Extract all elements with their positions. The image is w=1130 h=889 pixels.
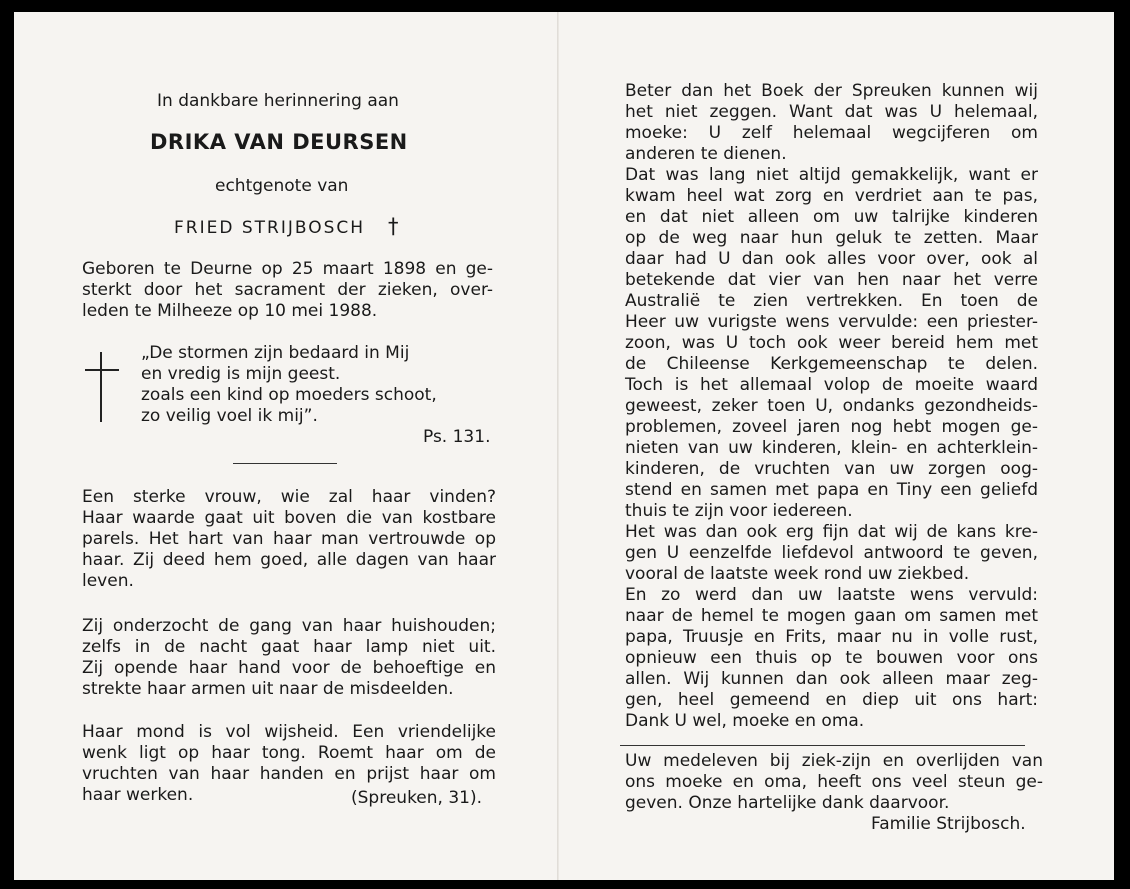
proverbs-line: haar werken. [82, 785, 194, 805]
proverbs-line: Haar waarde gaat uit boven die van kostbare [82, 508, 496, 528]
tribute-line: allen. Wij kunnen dan ook alleen maar zeg- [625, 669, 1038, 689]
tribute-line: stend en samen met papa en Tiny een geliefd [625, 480, 1038, 500]
tribute-line: het niet zeggen. Want dat was U helemaal, [625, 102, 1038, 122]
proverbs-line: Zij opende haar hand voor de behoeftige en [82, 658, 496, 678]
tribute-line: gen, heel gemeend en diep uit ons hart: [625, 690, 1038, 710]
proverbs-line: Haar mond is vol wijsheid. Een vriendelijke [82, 722, 496, 742]
tribute-line: geweest, zeker toen U, ondanks gezondheids- [625, 396, 1038, 416]
proverbs-line: vruchten van haar handen en prijst haar om [82, 764, 496, 784]
intro-text: In dankbare herinnering aan [157, 91, 399, 111]
proverbs-line: haar. Zij deed hem goed, alle dagen van haar [82, 550, 496, 570]
proverbs-line: wenk ligt op haar tong. Roemt haar om de [82, 743, 496, 763]
tribute-line: naar de hemel te mogen gaan om samen met [625, 606, 1038, 626]
family-signature: Familie Strijbosch. [871, 814, 1026, 834]
tribute-line: zoon, was U toch ook weer bereid hem met [625, 333, 1038, 353]
tribute-line: gen U eenzelfde liefdevol antwoord te geven, [625, 543, 1038, 563]
proverbs-line: leven. [82, 571, 134, 591]
tribute-line: daar had U dan ook alles voor over, ook al [625, 249, 1038, 269]
tribute-line: nieten van uw kinderen, klein- en achterklein- [625, 438, 1038, 458]
tribute-line: de Chileense Kerkgemeenschap te delen. [625, 354, 1038, 374]
proverbs-line: parels. Het hart van haar man vertrouwde op [82, 529, 496, 549]
deceased-name: DRIKA VAN DEURSEN [150, 130, 408, 154]
life-line: Geboren te Deurne op 25 maart 1898 en ge- [82, 259, 493, 279]
thanks-line: Uw medeleven bij ziek-zijn en overlijden van [625, 751, 1043, 771]
tribute-line: Beter dan het Boek der Spreuken kunnen wij [625, 81, 1038, 101]
life-line: leden te Milheeze op 10 mei 1988. [82, 301, 378, 321]
cross-icon-bar [85, 369, 119, 371]
relation-text: echtgenote van [215, 176, 349, 196]
psalm-line: en vredig is mijn geest. [141, 364, 341, 384]
tribute-line: kwam heel wat zorg en verdriet aan te pas, [625, 186, 1038, 206]
tribute-line: betekende dat vier van hen naar het verre [625, 270, 1038, 290]
cross-icon [100, 352, 102, 422]
thanks-line: ons moeke en oma, heeft ons veel steun ge- [625, 772, 1043, 792]
tribute-line: Dat was lang niet altijd gemakkelijk, want er [625, 165, 1038, 185]
tribute-line: vooral de laatste week rond uw ziekbed. [625, 564, 970, 584]
tribute-line: kinderen, de vruchten van uw zorgen oog- [625, 459, 1038, 479]
proverbs-line: Een sterke vrouw, wie zal haar vinden? [82, 487, 496, 507]
tribute-line: En zo werd dan uw laatste wens vervuld: [625, 585, 1038, 605]
tribute-line: thuis te zijn voor iedereen. [625, 501, 853, 521]
tribute-line: anderen te dienen. [625, 144, 787, 164]
thanks-line: geven. Onze hartelijke dank daarvoor. [625, 793, 950, 813]
tribute-line: Heer uw vurigste wens vervulde: een priester- [625, 312, 1038, 332]
tribute-line: opnieuw een thuis op te bouwen voor ons [625, 648, 1038, 668]
tribute-line: en dat niet alleen om uw talrijke kinderen [625, 207, 1038, 227]
spouse-name: FRIED STRIJBOSCH [174, 218, 366, 238]
proverbs-line: zelfs in de nacht gaat haar lamp niet uit. [82, 637, 496, 657]
life-line: sterkt door het sacrament der zieken, over- [82, 280, 493, 300]
tribute-line: Het was dan ook erg fijn dat wij de kans kre- [625, 522, 1038, 542]
proverbs-line: strekte haar armen uit naar de misdeelden. [82, 679, 454, 699]
proverbs-line: Zij onderzocht de gang van haar huishouden; [82, 616, 496, 636]
divider [233, 463, 337, 464]
dagger-icon: † [388, 214, 399, 238]
tribute-line: moeke: U zelf helemaal wegcijferen om [625, 123, 1038, 143]
psalm-reference: Ps. 131. [423, 427, 491, 447]
tribute-line: op de weg naar hun geluk te zetten. Maar [625, 228, 1038, 248]
tribute-line: papa, Truusje en Frits, maar nu in volle rust, [625, 627, 1038, 647]
psalm-line: zoals een kind op moeders schoot, [141, 385, 437, 405]
tribute-line: Toch is het allemaal volop de moeite waard [625, 375, 1038, 395]
section-rule [620, 745, 1025, 746]
tribute-line: problemen, zoveel jaren nog hebt mogen ge- [625, 417, 1038, 437]
proverbs-reference: (Spreuken, 31). [351, 788, 483, 808]
tribute-line: Australië te zien vertrekken. En toen de [625, 291, 1038, 311]
psalm-line: „De stormen zijn bedaard in Mij [141, 343, 410, 363]
card-fold [557, 12, 559, 880]
tribute-line: Dank U wel, moeke en oma. [625, 711, 865, 731]
psalm-line: zo veilig voel ik mij”. [141, 406, 318, 426]
